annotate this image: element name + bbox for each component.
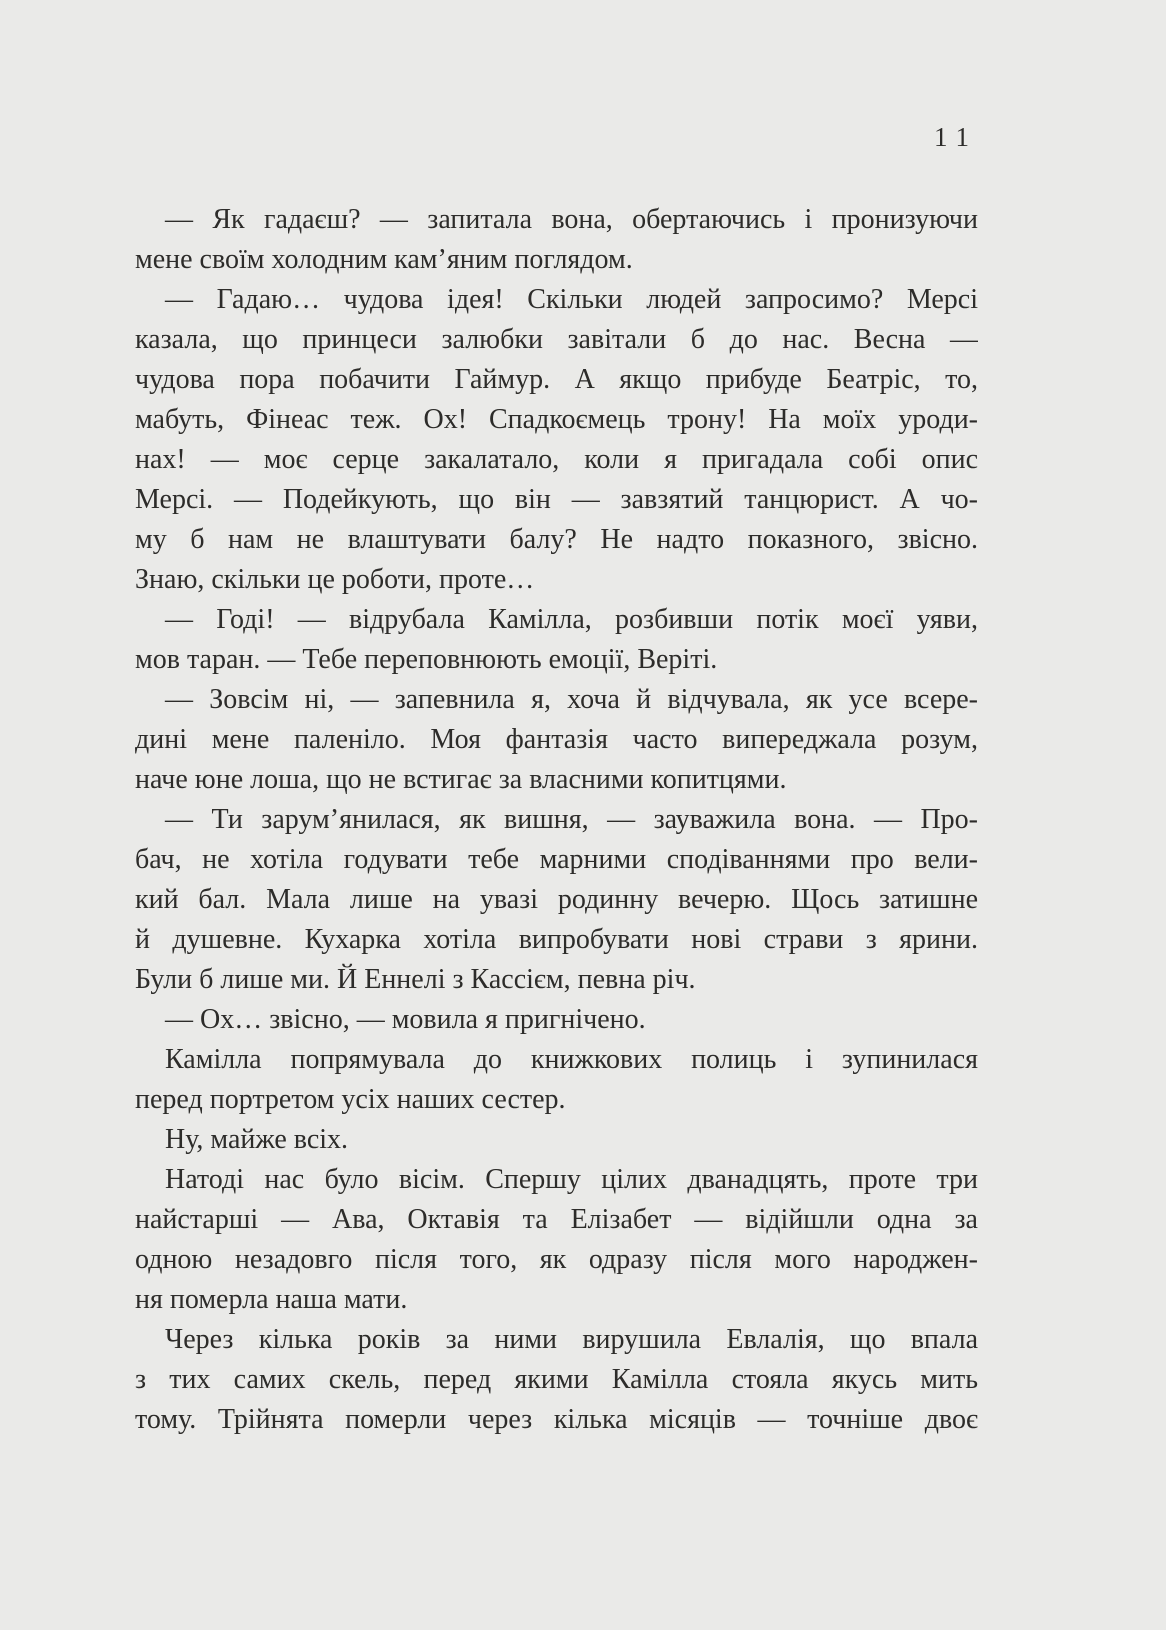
text-line: — Ох… звісно, — мовила я пригнічено. <box>165 1004 646 1035</box>
text-line: перед портретом усіх наших сестер. <box>135 1084 566 1115</box>
text-line: мене своїм холодним кам’яним поглядом. <box>135 244 633 275</box>
text-line: дині мене паленіло. Моя фантазія часто випереджала розум, <box>135 724 978 755</box>
text-line: Через кілька років за ними вирушила Евлалія, що впала <box>165 1324 978 1355</box>
text-line: й душевне. Кухарка хотіла випробувати нові страви з ярини. <box>135 924 978 955</box>
text-line: мов таран. — Тебе переповнюють емоції, Веріті. <box>135 644 718 675</box>
text-line: Знаю, скільки це роботи, проте… <box>135 564 535 595</box>
text-line: — Як гадаєш? — запитала вона, обертаючись і пронизуючи <box>165 204 978 235</box>
text-line: бач, не хотіла годувати тебе марними сподіваннями про вели- <box>135 844 978 875</box>
text-line: — Гадаю… чудова ідея! Скільки людей запросимо? Мерсі <box>165 284 978 315</box>
text-line: найстарші — Ава, Октавія та Елізабет — відійшли одна за <box>135 1204 978 1235</box>
body-text <box>135 200 978 1440</box>
text-line: му б нам не влаштувати балу? Не надто показного, звісно. <box>135 524 978 555</box>
page-number: 11 <box>934 122 978 152</box>
text-line: — Годі! — відрубала Камілла, розбивши потік моєї уяви, <box>165 604 978 635</box>
text-line: мабуть, Фінеас теж. Ох! Спадкоємець трону! На моїх уроди- <box>135 404 978 435</box>
text-line: Ну, майже всіх. <box>165 1124 349 1155</box>
text-line: ня померла наша мати. <box>135 1284 408 1315</box>
text-line: тому. Трійнята померли через кілька місяців — точніше двоє <box>135 1404 978 1435</box>
text-line: одною незадовго після того, як одразу після мого народжен- <box>135 1244 978 1275</box>
text-line: чудова пора побачити Гаймур. А якщо прибуде Беатріс, то, <box>135 364 978 395</box>
text-line: казала, що принцеси залюбки завітали б до нас. Весна — <box>135 324 978 355</box>
text-line: кий бал. Мала лише на увазі родинну вечерю. Щось затишне <box>135 884 978 915</box>
text-line: Були б лише ми. Й Еннелі з Кассієм, певна річ. <box>135 964 696 995</box>
text-line: наче юне лоша, що не встигає за власними копитцями. <box>135 764 787 795</box>
text-line: нах! — моє серце закалатало, коли я пригадала собі опис <box>135 444 978 475</box>
text-line: — Ти зарум’янилася, як вишня, — зауважила вона. — Про- <box>165 804 978 835</box>
text-line: Натоді нас було вісім. Спершу цілих дванадцять, проте три <box>165 1164 978 1195</box>
text-line: Мерсі. — Подейкують, що він — завзятий танцюрист. А чо- <box>135 484 978 515</box>
text-line: з тих самих скель, перед якими Камілла стояла якусь мить <box>135 1364 978 1395</box>
text-line: Камілла попрямувала до книжкових полиць і зупинилася <box>165 1044 978 1075</box>
text-line: — Зовсім ні, — запевнила я, хоча й відчувала, як усе всере- <box>165 684 978 715</box>
